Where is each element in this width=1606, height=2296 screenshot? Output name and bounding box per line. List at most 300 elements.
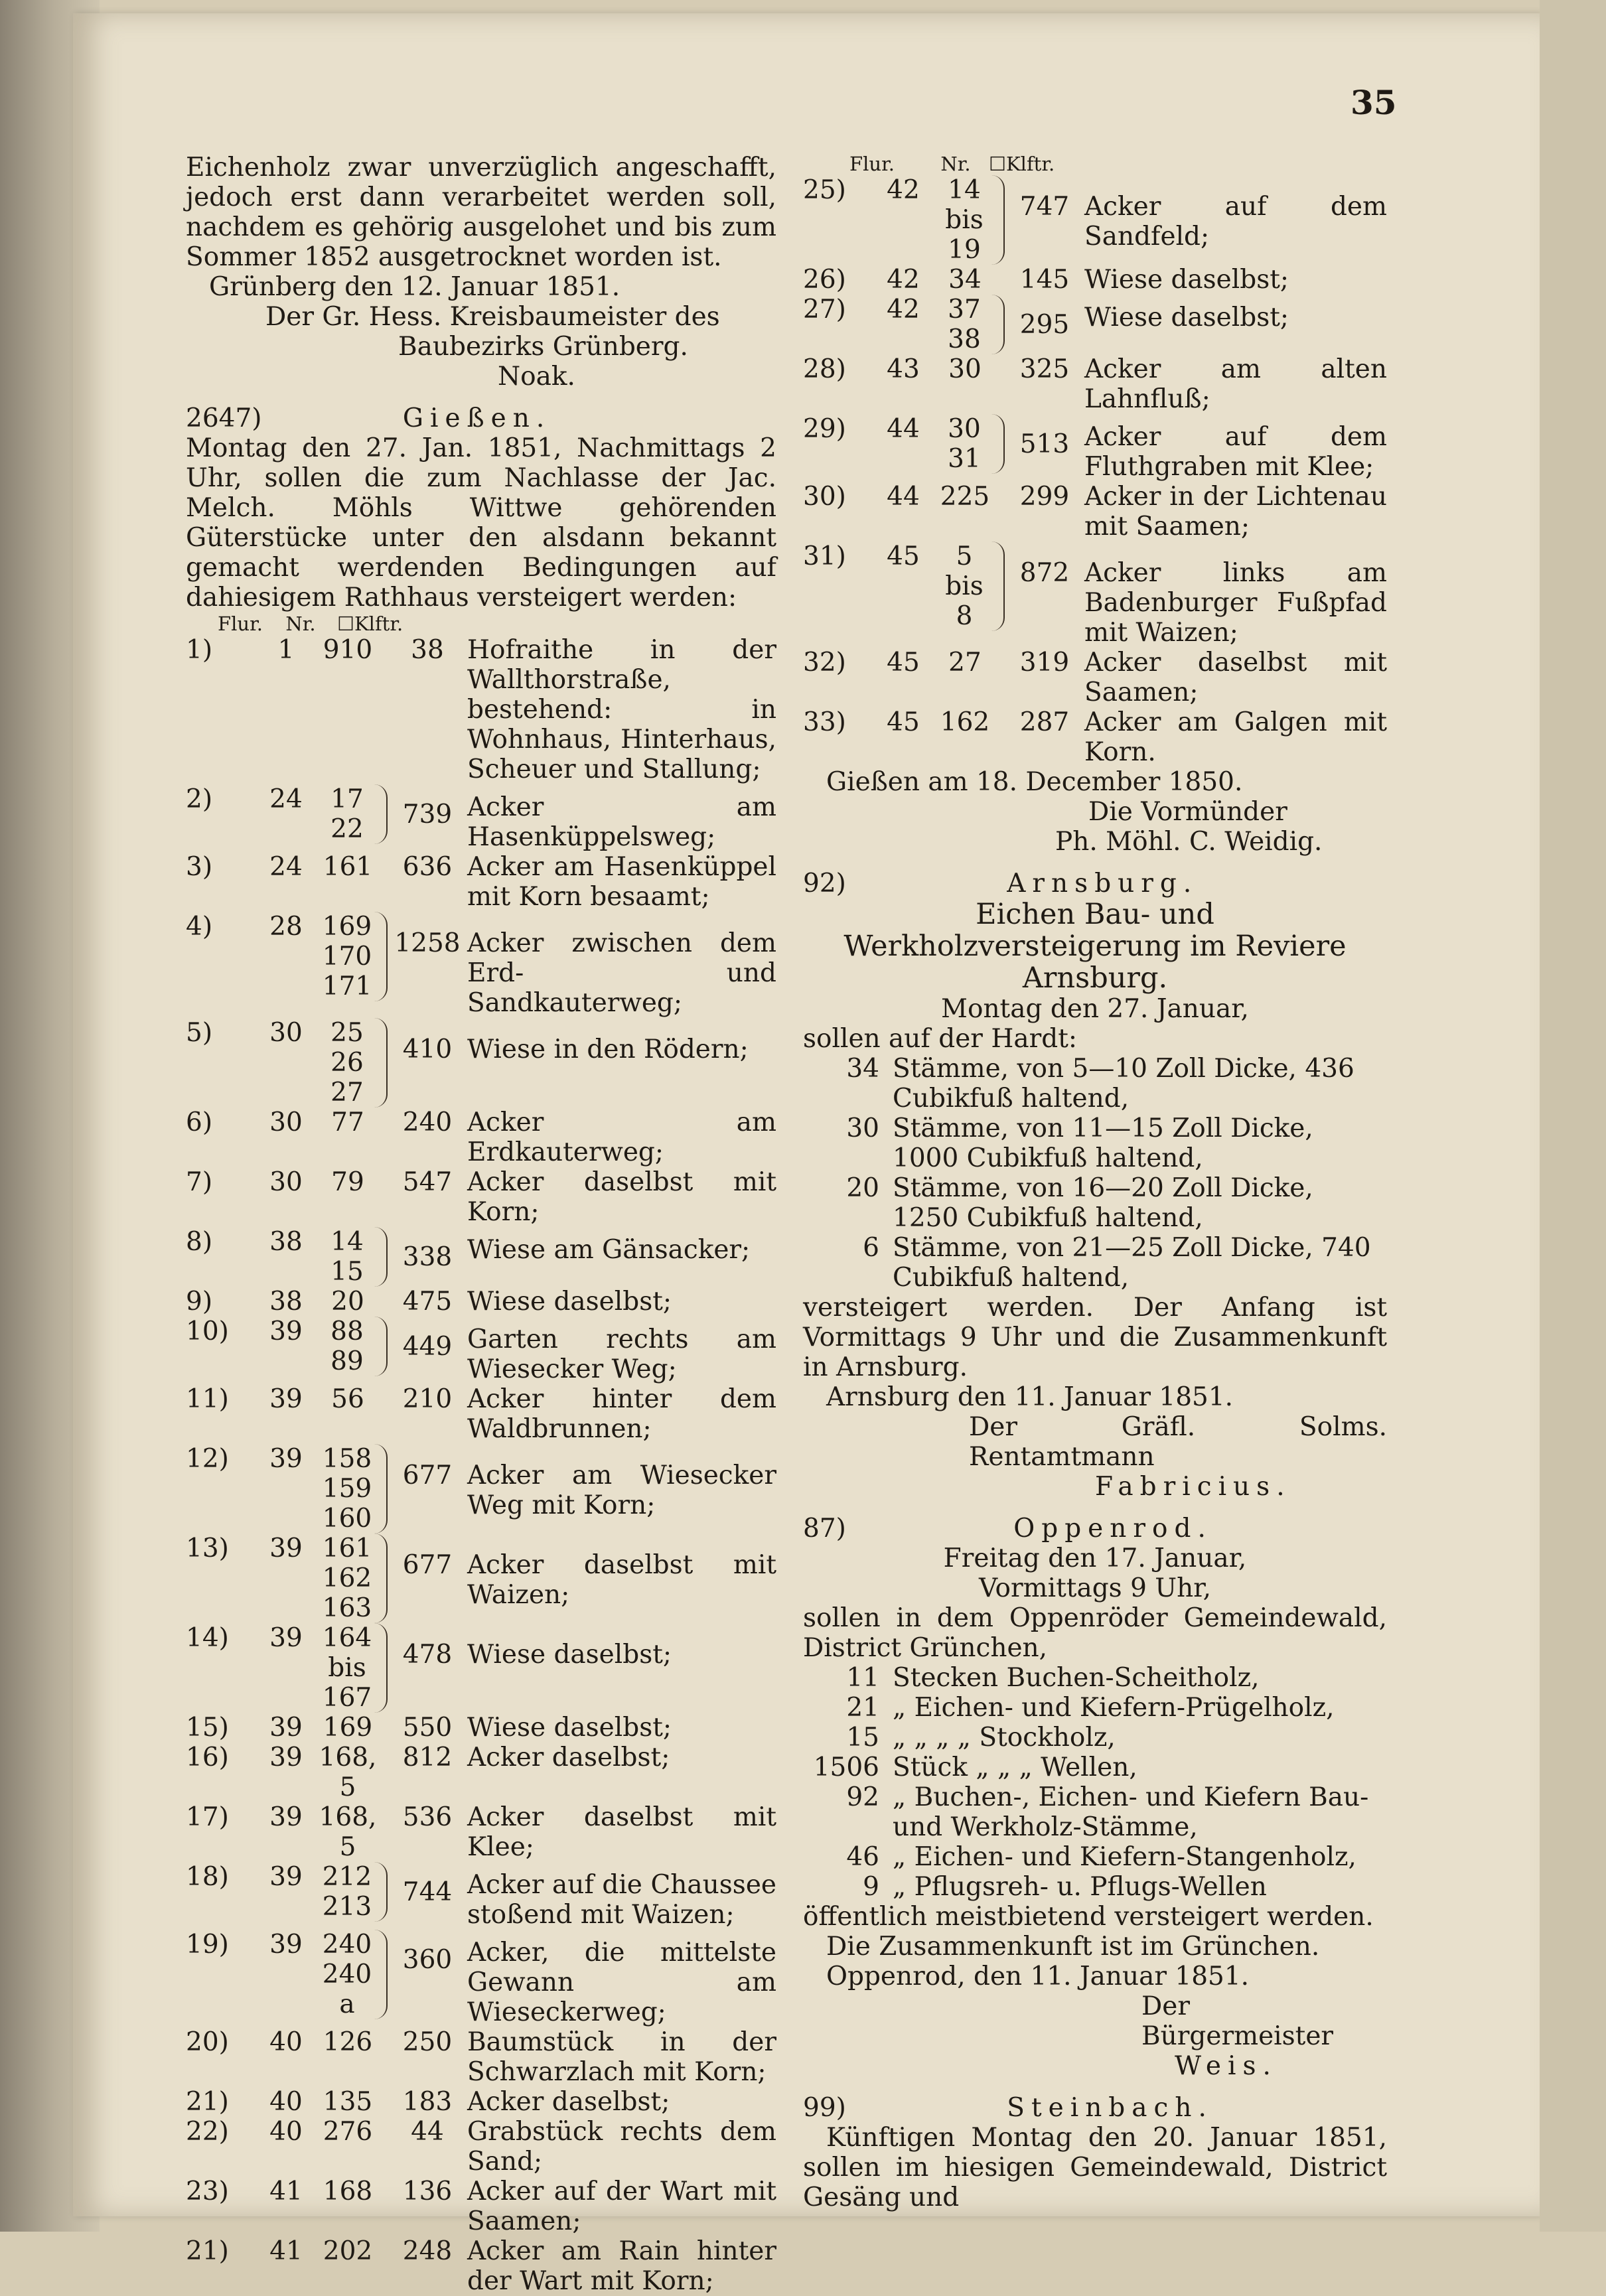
flur-value: 42 <box>887 295 920 324</box>
table-row <box>186 912 776 1018</box>
table-row <box>803 648 1387 707</box>
table-row <box>803 482 1387 541</box>
table-row <box>803 295 1387 354</box>
parcel-description: Acker auf dem Sandfeld; <box>1084 192 1387 251</box>
notice-87-signature-1: Der Bürgermeister <box>1141 1991 1334 2051</box>
notice-92-outro: versteigert werden. Der Anfang ist Vormittags 9 Uhr und die Zusammenkunft in Arnsburg. <box>803 1293 1387 1382</box>
nr-part: bis <box>945 571 984 601</box>
lot-number: 14) <box>186 1623 229 1653</box>
table-row <box>186 1743 776 1802</box>
flur-value: 45 <box>887 541 920 571</box>
nr-value <box>308 852 388 882</box>
guardians-names: Ph. Möhl. C. Weidig. <box>1055 827 1323 857</box>
notice-99-heading <box>803 2093 1387 2123</box>
flur-value: 1 <box>277 635 295 665</box>
klafter-value: 478 <box>402 1640 453 1670</box>
wood-item <box>803 1872 1387 1902</box>
page-edge <box>1540 0 1606 2232</box>
notice-92-signature-2: Fabricius. <box>1095 1472 1291 1502</box>
nr-value <box>308 2087 388 2117</box>
table-row <box>186 1317 776 1384</box>
intro-paragraph: Eichenholz zwar unverzüglich angeschafft, jedoch erst dann verarbeitet werden soll, nachdem es gehörig ausgelohet und bis zum Sommer 1852 ausgetrocknet worden ist. <box>186 153 776 272</box>
table-row <box>186 1802 776 1862</box>
item-text: Stecken Buchen-Scheitholz, <box>893 1663 1260 1693</box>
nr-part: 161 <box>323 852 373 882</box>
klafter-value: 513 <box>1019 429 1070 459</box>
notice-92-heading <box>803 869 1387 898</box>
parcel-description: Wiese daselbst; <box>1084 303 1289 332</box>
parcel-description: Acker auf die Chaussee stoßend mit Waizen; <box>467 1870 776 1930</box>
header-flur: Flur. <box>218 612 263 635</box>
klafter-value: 536 <box>402 1802 453 1832</box>
notice-92-intro: sollen auf der Hardt: <box>803 1024 1078 1054</box>
klafter-value: 299 <box>1019 482 1070 512</box>
guardians-label: Die Vormünder <box>1088 797 1287 827</box>
klafter-value: 338 <box>402 1242 453 1272</box>
nr-value <box>308 1930 388 2019</box>
flur-value: 40 <box>269 2117 303 2147</box>
nr-part: 79 <box>331 1167 364 1197</box>
lot-table-left <box>186 635 776 2296</box>
parcel-description: Wiese in den Rödern; <box>467 1035 749 1064</box>
parcel-description: Garten rechts am Wiesecker Weg; <box>467 1325 776 1384</box>
nr-part: 30 <box>948 354 982 384</box>
table-row <box>186 852 776 912</box>
nr-value <box>308 2177 388 2206</box>
table-row <box>186 2027 776 2087</box>
parcel-description: Acker, die mittelste Gewann am Wieseckerweg; <box>467 1938 776 2027</box>
left-column <box>186 153 776 2296</box>
notice-87-intro: sollen in dem Oppenröder Gemeindewald, District Grünchen, <box>803 1603 1387 1663</box>
parcel-description: Acker daselbst; <box>467 1743 670 1772</box>
klafter-value: 747 <box>1019 192 1070 222</box>
item-text: „ Buchen-, Eichen- und Kiefern Bau- und Werkholz-Stämme, <box>893 1782 1369 1842</box>
item-text: „ „ „ „ Stockholz, <box>893 1723 1116 1753</box>
flur-value: 38 <box>269 1227 303 1257</box>
notice-92-place-date: Arnsburg den 11. Januar 1851. <box>826 1382 1234 1412</box>
klafter-value: 410 <box>402 1035 453 1064</box>
klafter-value: 44 <box>411 2117 444 2147</box>
flur-value: 39 <box>269 1444 303 1474</box>
table-row <box>186 1930 776 2027</box>
item-text: Stämme, von 21—25 Zoll Dicke, 740 Cubikfuß haltend, <box>893 1233 1371 1293</box>
table-row <box>186 1713 776 1743</box>
notice-87-signature-2: Weis. <box>1175 2051 1278 2081</box>
flur-value: 30 <box>269 1108 303 1137</box>
nr-value <box>308 1167 388 1197</box>
table-row <box>186 1862 776 1930</box>
table-row <box>803 707 1387 767</box>
lot-number: 4) <box>186 912 213 942</box>
nr-part: 15 <box>330 1257 364 1287</box>
nr-brace-group <box>308 784 388 844</box>
nr-part: 164 <box>322 1623 372 1653</box>
table-header-right <box>803 153 1387 175</box>
lot-number: 9) <box>186 1287 213 1317</box>
item-text: „ Eichen- und Kiefern-Stangenholz, <box>893 1842 1356 1872</box>
notice-87-day: Freitag den 17. Januar, <box>943 1543 1247 1573</box>
nr-value <box>308 1534 388 1623</box>
lot-number: 12) <box>186 1444 229 1474</box>
nr-value <box>925 265 1005 295</box>
nr-value <box>925 295 1005 354</box>
parcel-description: Acker am Hasenküppelsweg; <box>467 792 776 852</box>
wood-item <box>803 1663 1387 1693</box>
nr-brace-group <box>308 1623 388 1713</box>
parcel-description: Acker daselbst mit Klee; <box>467 1802 776 1862</box>
notice-99-place: Steinbach. <box>1007 2093 1213 2123</box>
nr-value <box>925 648 1005 678</box>
klafter-value: 744 <box>402 1877 453 1907</box>
lot-number: 26) <box>803 265 846 295</box>
item-text: Stämme, von 11—15 Zoll Dicke, 1000 Cubikfuß haltend, <box>893 1113 1313 1173</box>
nr-value <box>308 1444 388 1534</box>
item-text: Stämme, von 16—20 Zoll Dicke, 1250 Cubikfuß haltend, <box>893 1173 1313 1233</box>
parcel-description: Acker am Rain hinter der Wart mit Korn; <box>467 2236 776 2296</box>
table-row <box>186 635 776 784</box>
flur-value: 39 <box>269 1317 303 1346</box>
lot-number: 25) <box>803 175 846 205</box>
nr-part: 910 <box>323 635 373 665</box>
parcel-description: Acker hinter dem Waldbrunnen; <box>467 1384 776 1444</box>
nr-brace-group <box>925 414 1005 474</box>
table-row <box>186 2177 776 2236</box>
table-row <box>186 1534 776 1623</box>
lot-number: 23) <box>186 2177 229 2206</box>
parcel-description: Acker am Galgen mit Korn. <box>1084 707 1387 767</box>
nr-part: 5 <box>956 541 973 571</box>
notice-99-text: Künftigen Montag den 20. Januar 1851, sollen im hiesigen Gemeindewald, District Gesäng und <box>803 2123 1387 2212</box>
item-quantity: 1506 <box>813 1753 879 1782</box>
header-klftr: ☐Klftr. <box>337 612 403 635</box>
table-row <box>186 2117 776 2177</box>
nr-part: 168, 5 <box>319 1743 377 1802</box>
parcel-description: Wiese daselbst; <box>467 1640 672 1670</box>
item-text: Stämme, von 5—10 Zoll Dicke, 436 Cubikfuß haltend, <box>893 1054 1354 1113</box>
nr-part: 162 <box>940 707 990 737</box>
klafter-value: 360 <box>402 1944 453 1975</box>
notice-87-time: Vormittags 9 Uhr, <box>978 1573 1212 1603</box>
table-row <box>803 175 1387 265</box>
klafter-value: 295 <box>1019 309 1070 340</box>
item-quantity: 34 <box>846 1054 879 1084</box>
flur-value: 42 <box>887 175 920 205</box>
wood-item <box>803 1842 1387 1872</box>
klafter-value: 677 <box>402 1461 453 1490</box>
flur-value: 39 <box>269 1713 303 1743</box>
nr-part: 240 <box>322 1930 372 1960</box>
nr-value <box>308 1802 388 1862</box>
nr-part: 34 <box>948 265 982 295</box>
parcel-description: Wiese daselbst; <box>467 1287 672 1317</box>
nr-part: 168 <box>323 2177 373 2206</box>
header-nr: Nr. <box>285 612 316 635</box>
lot-number: 3) <box>186 852 213 882</box>
klafter-value: 677 <box>402 1550 453 1580</box>
nr-part: 88 <box>330 1317 364 1346</box>
nr-part: 26 <box>330 1048 364 1078</box>
item-text: „ Eichen- und Kiefern-Prügelholz, <box>893 1693 1335 1723</box>
lot-number: 15) <box>186 1713 229 1743</box>
nr-value <box>925 414 1005 474</box>
nr-part: 240 a <box>322 1960 372 2019</box>
nr-part: 163 <box>322 1593 372 1623</box>
table-row <box>186 1167 776 1227</box>
nr-part: 158 <box>322 1444 372 1474</box>
flur-value: 42 <box>887 265 920 295</box>
nr-part: 14 <box>948 175 981 205</box>
nr-part: 135 <box>323 2087 373 2117</box>
table-row <box>186 1444 776 1534</box>
table-row <box>186 1108 776 1167</box>
nr-value <box>308 1317 388 1376</box>
nr-value <box>308 784 388 844</box>
nr-brace-group <box>308 1930 388 2019</box>
item-quantity: 30 <box>846 1113 879 1143</box>
table-row <box>186 1287 776 1317</box>
item-text: „ Pflugsreh- u. Pflugs-Wellen <box>893 1872 1267 1902</box>
nr-part: 168, 5 <box>319 1802 377 1862</box>
nr-brace-group <box>308 1444 388 1534</box>
nr-value <box>308 2236 388 2266</box>
nr-brace-group <box>925 175 1005 265</box>
nr-value <box>925 354 1005 384</box>
item-quantity: 9 <box>863 1872 879 1902</box>
nr-part: 167 <box>322 1683 372 1713</box>
flur-value: 30 <box>269 1167 303 1197</box>
nr-part: bis <box>328 1653 366 1683</box>
nr-part: 160 <box>322 1504 372 1534</box>
place-date: Grünberg den 12. Januar 1851. <box>209 272 620 302</box>
lot-number: 27) <box>803 295 846 324</box>
parcel-description: Acker am Wiesecker Weg mit Korn; <box>467 1461 776 1520</box>
klafter-value: 240 <box>402 1108 453 1137</box>
notice-87-heading <box>803 1514 1387 1543</box>
flur-value: 40 <box>269 2027 303 2057</box>
parcel-description: Acker daselbst mit Korn; <box>467 1167 776 1227</box>
nr-part: 159 <box>322 1474 372 1504</box>
lot-number: 32) <box>803 648 846 678</box>
table-row <box>803 414 1387 482</box>
parcel-description: Acker auf der Wart mit Saamen; <box>467 2177 776 2236</box>
parcel-description: Acker in der Lichtenau mit Saamen; <box>1084 482 1387 541</box>
nr-part: 169 <box>323 1713 373 1743</box>
nr-part: 30 <box>948 414 981 444</box>
lot-number: 18) <box>186 1862 229 1892</box>
notice-87-outro-2: Die Zusammenkunft ist im Grünchen. <box>826 1932 1320 1962</box>
notice-92-signature-1: Der Gräfl. Solms. Rentamtmann <box>969 1412 1387 1472</box>
flur-value: 39 <box>269 1743 303 1772</box>
notice-87-outro-1: öffentlich meistbietend versteigert werden. <box>803 1902 1374 1932</box>
notice-87-place-date: Oppenrod, den 11. Januar 1851. <box>826 1962 1250 1991</box>
klafter-value: 547 <box>402 1167 453 1197</box>
item-quantity: 15 <box>846 1723 879 1753</box>
flur-value: 24 <box>269 784 303 814</box>
lot-number: 10) <box>186 1317 229 1346</box>
lot-number: 8) <box>186 1227 213 1257</box>
header-nr-right: Nr. <box>940 153 971 175</box>
wood-item <box>803 1723 1387 1753</box>
parcel-description: Baumstück in der Schwarzlach mit Korn; <box>467 2027 776 2087</box>
notice-87-number: 87) <box>803 1514 846 1543</box>
flur-value: 39 <box>269 1802 303 1832</box>
nr-part: 170 <box>322 942 372 971</box>
nr-part: 20 <box>331 1287 364 1317</box>
notice-heading <box>186 403 776 433</box>
lot-number: 22) <box>186 2117 229 2147</box>
klafter-value: 550 <box>402 1713 453 1743</box>
notice-87-items <box>803 1663 1387 1902</box>
klafter-value: 136 <box>402 2177 453 2206</box>
flur-value: 24 <box>269 852 303 882</box>
nr-part: 22 <box>330 814 364 844</box>
page-number: 35 <box>1350 83 1397 122</box>
lot-number: 20) <box>186 2027 229 2057</box>
lot-number: 6) <box>186 1108 213 1137</box>
lot-number: 7) <box>186 1167 213 1197</box>
lot-number: 29) <box>803 414 846 444</box>
nr-part: 202 <box>323 2236 373 2266</box>
nr-value <box>925 482 1005 512</box>
parcel-description: Wiese daselbst; <box>1084 265 1289 295</box>
nr-value <box>308 1108 388 1137</box>
giessen-date: Gießen am 18. December 1850. <box>826 767 1243 797</box>
klafter-value: 636 <box>402 852 453 882</box>
lot-number: 1) <box>186 635 213 665</box>
notice-number: 2647) <box>186 403 262 433</box>
nr-part: 213 <box>322 1892 372 1922</box>
nr-part: 17 <box>330 784 364 814</box>
item-quantity: 11 <box>846 1663 879 1693</box>
lot-number: 31) <box>803 541 846 571</box>
wood-item <box>803 1233 1387 1293</box>
table-row <box>186 2087 776 2117</box>
table-row <box>803 354 1387 414</box>
klafter-value: 38 <box>411 635 444 665</box>
nr-value <box>308 912 388 1001</box>
item-text: Stück „ „ „ Wellen, <box>893 1753 1137 1782</box>
signature-line-2: Baubezirks Grünberg. <box>398 332 688 362</box>
nr-part: 31 <box>948 444 981 474</box>
lot-number: 11) <box>186 1384 229 1414</box>
notice-92-place: Arnsburg. <box>1007 869 1199 898</box>
parcel-description: Acker am Erdkauterweg; <box>467 1108 776 1167</box>
nr-value <box>308 1287 388 1317</box>
flur-value: 43 <box>887 354 920 384</box>
wood-item <box>803 1782 1387 1842</box>
nr-part: 171 <box>322 971 372 1001</box>
table-row <box>803 265 1387 295</box>
nr-part: 276 <box>323 2117 373 2147</box>
signature-line-1: Der Gr. Hess. Kreisbaumeister des <box>265 302 720 332</box>
klafter-value: 183 <box>402 2087 453 2117</box>
flur-value: 39 <box>269 1534 303 1563</box>
nr-part: 56 <box>331 1384 364 1414</box>
nr-value <box>308 1713 388 1743</box>
nr-part: 8 <box>956 601 973 631</box>
nr-part: 27 <box>948 648 982 678</box>
parcel-description: Acker auf dem Fluthgraben mit Klee; <box>1084 422 1387 482</box>
nr-value <box>308 1227 388 1287</box>
lot-number: 17) <box>186 1802 229 1832</box>
nr-value <box>308 1743 388 1802</box>
nr-value <box>308 1384 388 1414</box>
nr-value <box>308 2027 388 2057</box>
nr-part: 126 <box>323 2027 373 2057</box>
nr-brace-group <box>308 1227 388 1287</box>
nr-part: 27 <box>330 1078 364 1108</box>
flur-value: 41 <box>269 2236 303 2266</box>
klafter-value: 872 <box>1019 558 1070 588</box>
nr-brace-group <box>308 1862 388 1922</box>
nr-value <box>925 541 1005 631</box>
nr-brace-group <box>308 1018 388 1108</box>
flur-value: 45 <box>887 707 920 737</box>
parcel-description: Acker am alten Lahnfluß; <box>1084 354 1387 414</box>
item-quantity: 6 <box>863 1233 879 1263</box>
table-header <box>186 612 776 635</box>
klafter-value: 287 <box>1019 707 1070 737</box>
lot-number: 30) <box>803 482 846 512</box>
table-row <box>186 2236 776 2296</box>
flur-value: 44 <box>887 414 920 444</box>
lot-number: 33) <box>803 707 846 737</box>
lot-number: 28) <box>803 354 846 384</box>
nr-value <box>308 1862 388 1922</box>
nr-brace-group <box>308 912 388 1001</box>
notice-99-number: 99) <box>803 2093 846 2123</box>
table-row <box>186 1623 776 1713</box>
notice-92-items <box>803 1054 1387 1293</box>
signature-name: Noak. <box>498 362 575 392</box>
nr-part: 225 <box>940 482 990 512</box>
parcel-description: Acker zwischen dem Erd- und Sandkauterweg; <box>467 928 776 1018</box>
klafter-value: 250 <box>402 2027 453 2057</box>
item-quantity: 20 <box>846 1173 879 1203</box>
flur-value: 45 <box>887 648 920 678</box>
flur-value: 39 <box>269 1930 303 1960</box>
flur-value: 28 <box>269 912 303 942</box>
nr-value <box>308 1018 388 1108</box>
wood-item <box>803 1054 1387 1113</box>
parcel-description: Wiese daselbst; <box>467 1713 672 1743</box>
lot-number: 2) <box>186 784 213 814</box>
table-row <box>186 1384 776 1444</box>
header-flur-right: Flur. <box>849 153 895 175</box>
nr-part: 212 <box>322 1862 372 1892</box>
wood-item <box>803 1693 1387 1723</box>
notice-92-title: Eichen Bau- und Werkholzversteigerung im Reviere Arnsburg. <box>843 898 1347 995</box>
klafter-value: 210 <box>402 1384 453 1414</box>
klafter-value: 248 <box>402 2236 453 2266</box>
parcel-description: Wiese am Gänsacker; <box>467 1235 751 1265</box>
notice-place: Gießen. <box>402 403 551 433</box>
notice-87-place: Oppenrod. <box>1013 1514 1212 1543</box>
notice-92-number: 92) <box>803 869 846 898</box>
klafter-value: 812 <box>402 1743 453 1772</box>
nr-brace-group <box>925 295 1005 354</box>
klafter-value: 319 <box>1019 648 1070 678</box>
parcel-description: Acker daselbst mit Waizen; <box>467 1550 776 1610</box>
table-row <box>186 1227 776 1287</box>
parcel-description: Acker am Hasenküppel mit Korn besaamt; <box>467 852 776 912</box>
flur-value: 30 <box>269 1018 303 1048</box>
table-row <box>186 784 776 852</box>
nr-part: 14 <box>330 1227 364 1257</box>
nr-brace-group <box>925 541 1005 631</box>
flur-value: 44 <box>887 482 920 512</box>
item-quantity: 46 <box>846 1842 879 1872</box>
